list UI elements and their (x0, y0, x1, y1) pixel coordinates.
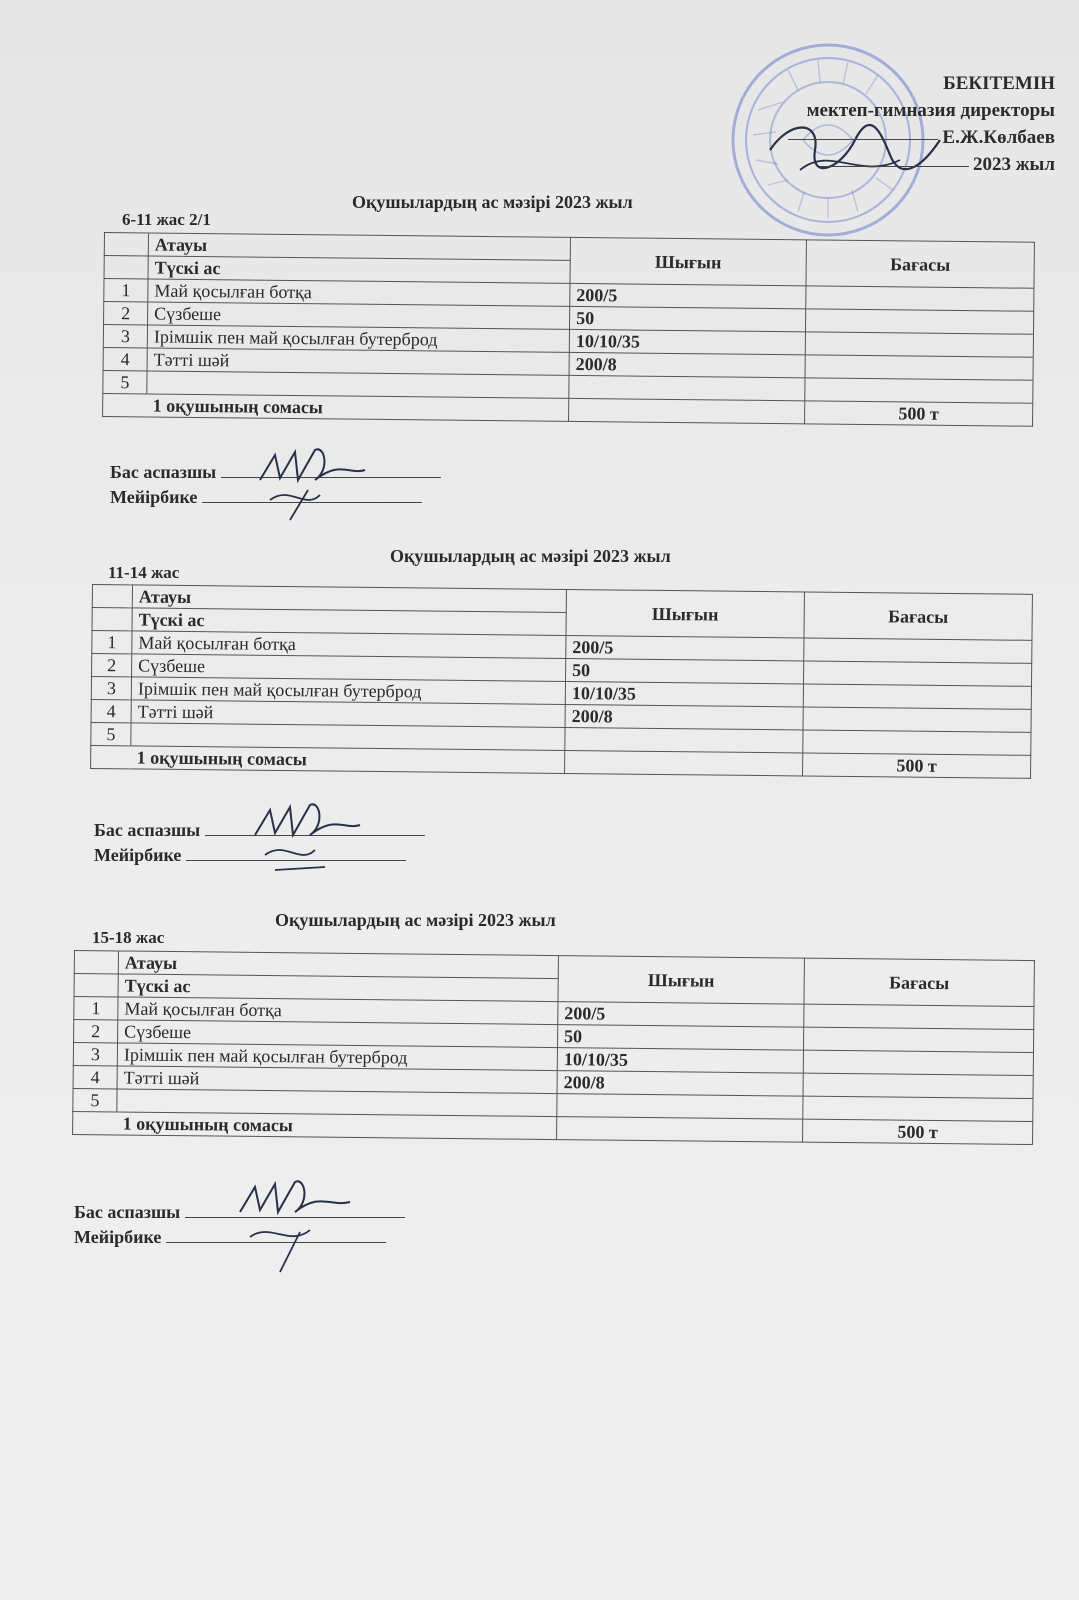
menu-title: Оқушылардың ас мәзірі 2023 жыл (390, 546, 671, 566)
row-number: 4 (91, 699, 131, 722)
menu-table (72, 950, 1035, 1145)
cook-signature-icon (245, 795, 375, 885)
dish-cost: 50 (558, 1025, 804, 1051)
dish-name: Тәтті шәй (117, 1066, 557, 1094)
dish-name: Сүзбеше (132, 654, 566, 682)
dish-cost: 50 (570, 306, 806, 331)
row-number: 2 (74, 1020, 118, 1043)
row-number: 1 (104, 279, 148, 302)
cook-signature-icon (230, 1172, 370, 1282)
row-number: 5 (73, 1088, 117, 1111)
dish-name: Май қосылған ботқа (132, 631, 566, 659)
dish-name: Тәтті шәй (147, 348, 569, 375)
dish-name: Сүзбеше (148, 302, 570, 329)
nurse-label: Мейірбике (110, 487, 198, 507)
row-number: 3 (91, 677, 131, 700)
approval-title: БЕКІТЕМІН (943, 73, 1055, 94)
row-number: 3 (73, 1043, 117, 1066)
dish-name: Ірімшік пен май қосылған бутерброд (147, 325, 569, 352)
header-meal: Түскі ас (148, 256, 570, 283)
header-price: Бағасы (806, 240, 1034, 288)
total-price: 500 т (803, 753, 1031, 778)
dish-cost: 10/10/35 (557, 1048, 803, 1074)
menu-table (102, 232, 1035, 427)
dish-cost: 10/10/35 (565, 681, 803, 706)
nurse-label: Мейірбике (74, 1227, 162, 1247)
approval-year-row (788, 151, 1055, 178)
dish-name: Ірімшік пен май қосылған бутерброд (131, 677, 565, 705)
approval-block (788, 70, 1055, 178)
cook-label: Бас аспазшы (74, 1202, 181, 1222)
dish-cost (557, 1094, 803, 1120)
total-label: 1 оқушының сомасы (117, 1112, 557, 1140)
total-label: 1 оқушының сомасы (147, 394, 569, 421)
row-number: 3 (103, 325, 147, 348)
total-price: 500 т (803, 1119, 1033, 1144)
header-name: Атауы (118, 951, 558, 979)
row-number: 2 (92, 654, 132, 677)
header-price: Бағасы (804, 592, 1032, 640)
dish-cost: 200/5 (570, 283, 806, 308)
header-cost: Шығын (558, 956, 804, 1005)
row-number: 4 (73, 1065, 117, 1088)
dish-name: Тәтті шәй (131, 700, 565, 728)
dish-cost: 200/5 (566, 635, 804, 660)
dish-name: Сүзбеше (118, 1020, 558, 1048)
dish-name: Ірімшік пен май қосылған бутерброд (117, 1043, 557, 1071)
cook-label: Бас аспазшы (94, 820, 201, 840)
row-number: 2 (104, 302, 148, 325)
header-meal: Түскі ас (132, 608, 566, 636)
age-group: 6-11 жас 2/1 (122, 210, 211, 229)
menu-title: Оқушылардың ас мәзірі 2023 жыл (275, 910, 556, 930)
dish-name: Май қосылған ботқа (148, 279, 570, 306)
approval-name: Е.Ж.Көлбаев (942, 127, 1055, 148)
dish-cost: 200/8 (557, 1071, 803, 1097)
dish-cost: 10/10/35 (569, 329, 805, 354)
dish-cost (569, 375, 805, 400)
dish-cost: 50 (566, 658, 804, 683)
header-price: Бағасы (804, 958, 1034, 1006)
header-cost: Шығын (566, 589, 804, 637)
row-number: 5 (103, 370, 147, 393)
total-price: 500 т (805, 401, 1033, 426)
age-group: 15-18 жас (92, 928, 165, 947)
row-number: 1 (74, 997, 118, 1020)
total-label: 1 оқушының сомасы (131, 746, 565, 774)
dish-cost: 200/8 (569, 352, 805, 377)
dish-cost: 200/5 (558, 1002, 804, 1028)
approval-year: 2023 жыл (972, 154, 1055, 175)
approval-position: мектеп-гимназия директоры (806, 100, 1055, 121)
menu-title: Оқушылардың ас мәзірі 2023 жыл (352, 192, 633, 212)
header-cost: Шығын (570, 237, 806, 285)
dish-name: Май қосылған ботқа (118, 997, 558, 1025)
dish-cost: 200/8 (565, 704, 803, 729)
cook-label: Бас аспазшы (110, 462, 217, 482)
menu-table (90, 584, 1033, 779)
header-name: Атауы (148, 233, 570, 260)
dish-cost (565, 727, 803, 752)
approval-name-row (788, 124, 1055, 151)
header-meal: Түскі ас (118, 974, 558, 1002)
header-name: Атауы (132, 585, 566, 613)
nurse-label: Мейірбике (94, 845, 182, 865)
row-number: 5 (91, 722, 131, 745)
age-group: 11-14 жас (108, 563, 180, 582)
cook-signature-icon (250, 440, 380, 530)
row-number: 1 (92, 631, 132, 654)
row-number: 4 (103, 347, 147, 370)
